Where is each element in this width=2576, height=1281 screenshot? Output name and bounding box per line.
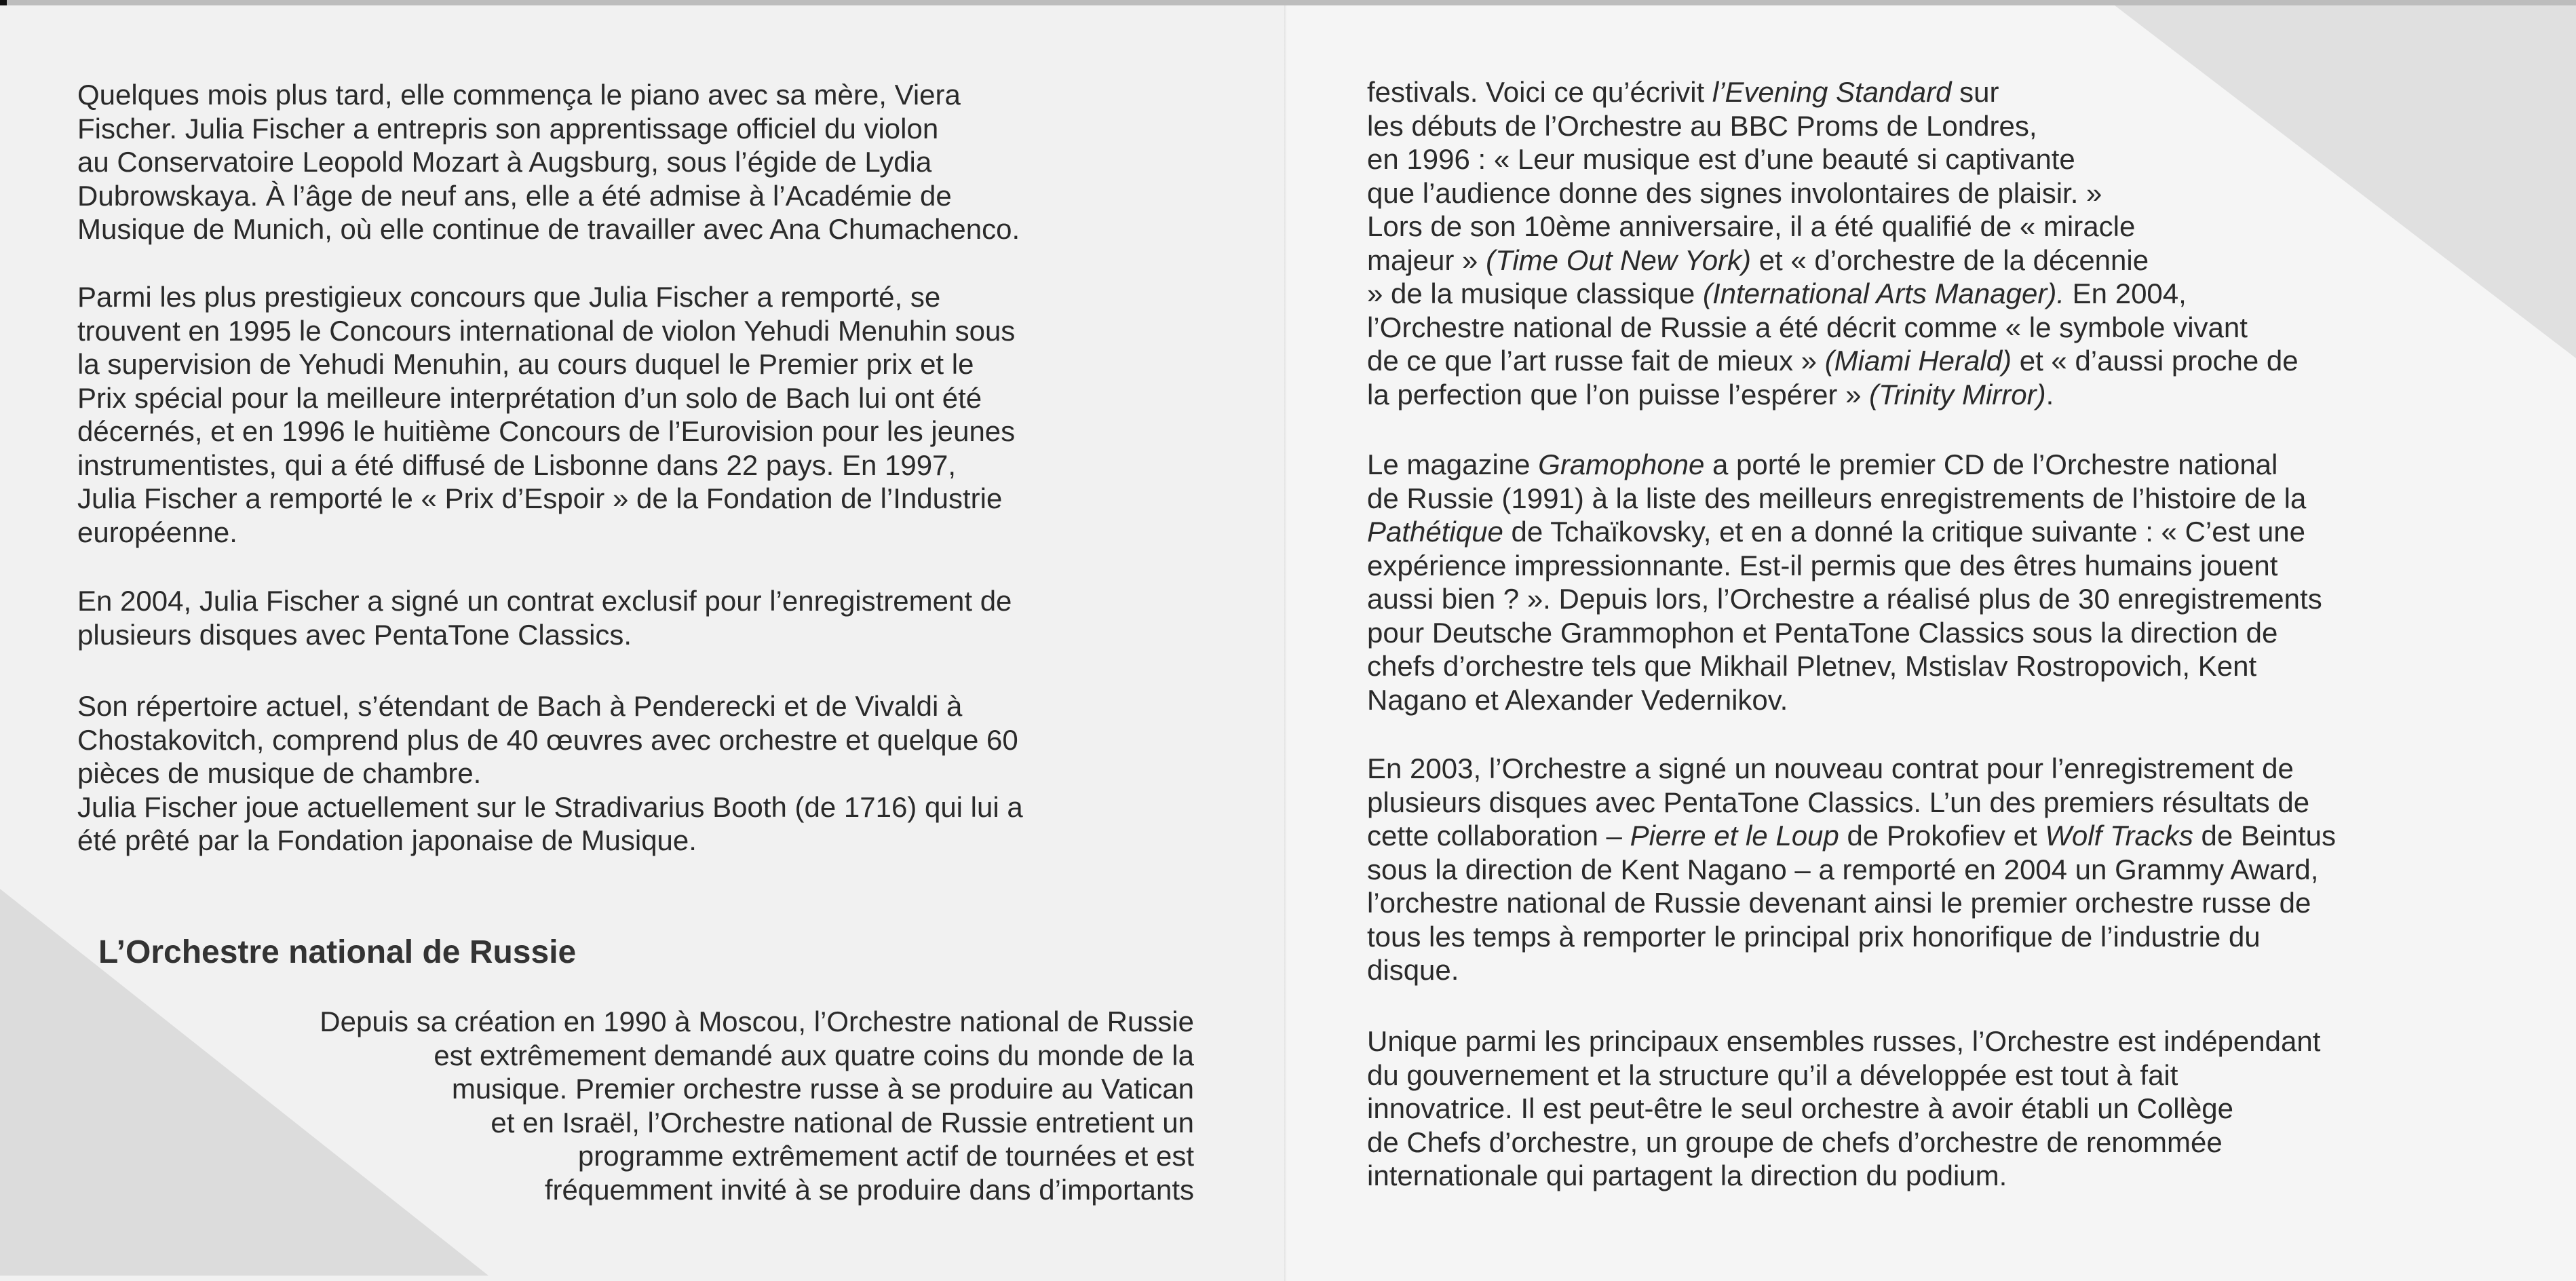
- text-line: [1367, 515, 2322, 549]
- text-segment: majeur »: [1367, 244, 1486, 276]
- text-line: Parmi les plus prestigieux concours que Julia Fischer a remporté, se: [77, 281, 941, 313]
- text-line: les débuts de l’Orchestre au BBC Proms de Londres,: [1367, 109, 2037, 142]
- text-line: été prêté par la Fondation japonaise de Musique.: [77, 824, 697, 856]
- text-segment: » de la musique classique: [1367, 278, 1703, 309]
- text-segment: de Tchaïkovsky, et en a donné la critique suivante : « C’est une: [1503, 516, 2305, 548]
- text-segment: et « d’aussi proche de: [2012, 345, 2299, 377]
- text-line: sous la direction de Kent Nagano – a remporté en 2004 un Grammy Award,: [1367, 853, 2319, 885]
- text-line: chefs d’orchestre tels que Mikhail Pletnev, Mstislav Rostropovich, Kent: [1367, 650, 2257, 682]
- text-line: européenne.: [77, 516, 237, 548]
- text-line: musique. Premier orchestre russe à se produire au Vatican: [451, 1073, 1194, 1105]
- text-line: [1367, 819, 2336, 853]
- text-line: [1367, 378, 2299, 412]
- text-line: Julia Fischer joue actuellement sur le Stradivarius Booth (de 1716) qui lui a: [77, 790, 1023, 823]
- text-segment: et « d’orchestre de la décennie: [1751, 244, 2149, 276]
- text-line: Lors de son 10ème anniversaire, il a été qualifié de « miracle: [1367, 210, 2136, 242]
- text-line: Julia Fischer a remporté le « Prix d’Espoir » de la Fondation de l’Industrie: [77, 482, 1003, 514]
- text-line: est extrêmement demandé aux quatre coins du monde de la: [434, 1039, 1194, 1071]
- text-segment: la perfection que l’on puisse l’espérer »: [1367, 378, 1870, 410]
- text-line: Son répertoire actuel, s’étendant de Bach à Penderecki et de Vivaldi à: [77, 690, 963, 722]
- text-line: plusieurs disques avec PentaTone Classics.: [77, 618, 632, 651]
- text-line: du gouvernement et la structure qu’il a développée est tout à fait: [1367, 1058, 2178, 1091]
- text-line: internationale qui partagent la direction du podium.: [1367, 1160, 2007, 1191]
- text-segment: de Beintus: [2193, 820, 2336, 852]
- text-line: instrumentistes, qui a été diffusé de Lisbonne dans 22 pays. En 1997,: [77, 448, 957, 481]
- text-line: programme extrêmement actif de tournées et est: [577, 1140, 1194, 1172]
- text-line: [1367, 244, 2299, 278]
- text-line: fréquemment invité à se produire dans d’importants: [544, 1173, 1194, 1206]
- text-line: Depuis sa création en 1990 à Moscou, l’Orchestre national de Russie: [320, 1006, 1194, 1037]
- italic-title: (Miami Herald): [1824, 345, 2012, 377]
- text-line: Quelques mois plus tard, elle commença le piano avec sa mère, Viera: [77, 79, 961, 111]
- text-line: l’orchestre national de Russie devenant ainsi le premier orchestre russe de: [1367, 887, 2311, 919]
- text-line: et en Israël, l’Orchestre national de Russie entretient un: [491, 1106, 1194, 1139]
- text-line: que l’audience donne des signes involontaires de plaisir. »: [1367, 176, 2102, 209]
- text-line: de Chefs d’orchestre, un groupe de chefs d’orchestre de renommée: [1367, 1126, 2223, 1158]
- text-line: trouvent en 1995 le Concours international de violon Yehudi Menuhin sous: [77, 314, 1016, 347]
- text-line: tous les temps à remporter le principal prix honorifique de l’industrie du: [1367, 920, 2261, 953]
- paragraph-contract: [77, 584, 1012, 651]
- paragraph-competitions: [77, 280, 1015, 549]
- text-line: expérience impressionnante. Est-il permis que des êtres humains jouent: [1367, 549, 2278, 581]
- text-segment: de ce que l’art russe fait de mieux »: [1367, 345, 1825, 377]
- text-line: de Russie (1991) à la liste des meilleurs enregistrements de l’histoire de la: [1367, 482, 2307, 514]
- text-line: l’Orchestre national de Russie a été décrit comme « le symbole vivant: [1367, 311, 2248, 343]
- italic-title: Wolf Tracks: [2045, 820, 2193, 852]
- text-segment: cette collaboration –: [1367, 820, 1630, 852]
- text-segment: festivals. Voici ce qu’écrivit: [1367, 76, 1712, 108]
- text-segment: a porté le premier CD de l’Orchestre national: [1704, 448, 2278, 480]
- paragraph-gramophone: [1367, 448, 2322, 716]
- italic-title: l’Evening Standard: [1712, 76, 1952, 108]
- paragraph-early-training: [77, 78, 1020, 246]
- text-line: en 1996 : « Leur musique est d’une beauté si captivante: [1367, 143, 2075, 175]
- italic-title: (Trinity Mirror): [1869, 378, 2046, 410]
- text-segment: En 2004,: [2064, 278, 2187, 309]
- italic-title: (Time Out New York): [1486, 244, 1752, 276]
- text-line: Musique de Munich, où elle continue de travailler avec Ana Chumachenco.: [77, 213, 1020, 245]
- text-line: En 2003, l’Orchestre a signé un nouveau contrat pour l’enregistrement de: [1367, 752, 2294, 784]
- text-line: Nagano et Alexander Vedernikov.: [1367, 683, 1788, 716]
- text-line: Fischer. Julia Fischer a entrepris son apprentissage officiel du violon: [77, 112, 939, 145]
- text-line: au Conservatoire Leopold Mozart à Augsburg, sous l’égide de Lydia: [77, 146, 932, 178]
- text-line: Chostakovitch, comprend plus de 40 œuvres avec orchestre et quelque 60: [77, 723, 1018, 756]
- text-line: Prix spécial pour la meilleure interprétation d’un solo de Bach lui ont été: [77, 381, 982, 414]
- paragraph-orchestra-intro: [320, 1005, 1194, 1206]
- scan-top-edge: [0, 0, 2576, 5]
- text-line: En 2004, Julia Fischer a signé un contrat exclusif pour l’enregistrement de: [77, 585, 1012, 617]
- text-segment: de Prokofiev et: [1839, 820, 2045, 852]
- italic-title: Pierre et le Loup: [1630, 820, 1839, 852]
- text-line: [1367, 277, 2299, 311]
- text-line: pièces de musique de chambre.: [77, 757, 482, 789]
- text-line: [1367, 344, 2299, 378]
- text-line: disque.: [1367, 954, 1459, 986]
- paragraph-press-reviews: [1367, 75, 2299, 411]
- italic-title: Pathétique: [1367, 516, 1503, 548]
- paragraph-repertoire: [77, 689, 1023, 858]
- italic-title: Gramophone: [1538, 448, 1705, 480]
- text-line: [1367, 75, 2299, 109]
- text-line: [1367, 448, 2322, 482]
- paragraph-grammy: [1367, 752, 2336, 987]
- text-line: innovatrice. Il est peut-être le seul orchestre à avoir établi un Collège: [1367, 1092, 2234, 1124]
- text-line: décernés, et en 1996 le huitième Concours de l’Eurovision pour les jeunes: [77, 415, 1016, 447]
- text-line: Dubrowskaya. À l’âge de neuf ans, elle a été admise à l’Académie de: [77, 179, 952, 212]
- text-segment: Le magazine: [1367, 448, 1539, 480]
- text-line: plusieurs disques avec PentaTone Classics. L’un des premiers résultats de: [1367, 786, 2310, 818]
- section-heading: L’Orchestre national de Russie: [98, 934, 577, 970]
- italic-title: (International Arts Manager).: [1702, 278, 2064, 309]
- text-line: Unique parmi les principaux ensembles russes, l’Orchestre est indépendant: [1367, 1025, 2321, 1057]
- text-segment: sur: [1951, 76, 1999, 108]
- booklet-fold: [1284, 5, 1287, 1281]
- text-segment: .: [2045, 378, 2054, 410]
- text-line: la supervision de Yehudi Menuhin, au cours duquel le Premier prix et le: [77, 348, 974, 380]
- paragraph-independence: [1367, 1025, 2320, 1193]
- text-line: pour Deutsche Grammophon et PentaTone Classics sous la direction de: [1367, 616, 2278, 649]
- text-line: aussi bien ? ». Depuis lors, l’Orchestre a réalisé plus de 30 enregistrements: [1367, 583, 2322, 615]
